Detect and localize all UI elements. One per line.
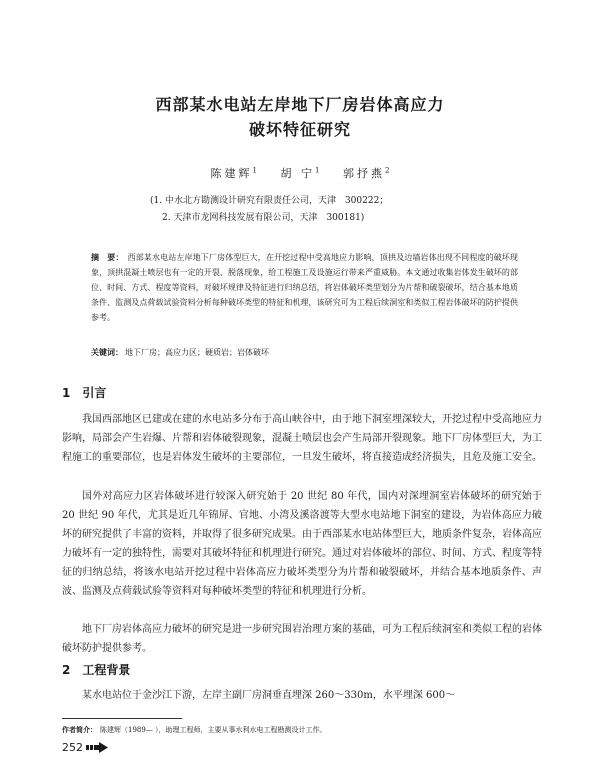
footnote-divider: [62, 718, 182, 719]
title-line-1: 西部某水电站左岸地下厂房岩体高应力: [155, 95, 445, 114]
footnote-text: 陈建辉（1989— ），助理工程师，主要从事水利水电工程勘测设计工作。: [100, 726, 327, 734]
page-number: 252: [62, 741, 83, 754]
keywords: [91, 345, 518, 360]
author-footnote: [62, 725, 542, 735]
author-list: [0, 165, 600, 181]
paper-title: [0, 92, 600, 142]
affiliation-1: (1. 中水北方勘测设计研究有限责任公司，天津 300222；: [150, 196, 389, 206]
arrow-right-icon: [86, 742, 108, 753]
title-line-2: 破坏特征研究: [248, 120, 351, 139]
footnote-label: 作者简介：: [62, 725, 97, 734]
affiliations: [150, 193, 490, 227]
paragraph-4: 某水电站位于金沙江下游，左岸主副厂房洞垂直埋深 260～330m，水平埋深 600～: [82, 690, 456, 701]
abstract-text: 西部某水电站左岸地下厂房体型巨大，在开挖过程中受高地应力影响，顶拱及边墙岩体出现不同程度的破坏现象，顶拱混凝土喷层也有一定的开裂、脱落现象，给工程施工及设施运行带来严重威胁。本文通过收集岩体发生破坏的部位、时间、方式、程度等资料，对破坏规律及特征进行归纳总结，将岩体破坏类型划分为片帮和破裂破坏，结合基本地质条件、监测及点荷载试验资料分析每种破坏类型的特征和机理，该研究可为工程后续洞室和类似工程岩体破坏的防护提供参考。: [91, 253, 519, 322]
paragraph-3: 地下厂房岩体高应力破坏的研究是进一步研究围岩治理方案的基础，可为工程后续洞室和类似工程的岩体破坏防护提供参考。: [62, 624, 542, 654]
page-footer: [62, 741, 108, 754]
author: 郭抒燕$^2$: [342, 166, 390, 180]
abstract: [91, 250, 518, 325]
section-heading-introduction: 1 引言: [62, 386, 107, 400]
author: 陈建辉$^1$: [210, 166, 258, 180]
abstract-label: 摘 要：: [91, 252, 124, 262]
author: 胡 宁$^1$: [280, 166, 320, 180]
paragraph-2: 国外对高应力区岩体破坏进行较深入研究始于 20 世纪 80 年代，国内对深埋洞室岩体破坏的研究始于 20 世纪 90 年代，尤其是近几年锦屏、官地、小湾及溪洛渡等大型水电站地下洞室的建设，为岩体高应力破坏的研究提供了丰富的资料，并取得了很多研究成果。由于西部某水电站体型巨大，地质条件复杂，岩体高应力破坏有一定的独特性，需要对其破坏特征和机理进行研究。通过对岩体破坏的部位、时间、方式、程度等特征的归纳总结，将该水电站开挖过程中岩体高应力破坏类型分为片帮和破裂破坏，并结合基本地质条件、声波、监测及点荷载试验等资料对每种破坏类型的特征和机理进行分析。: [62, 491, 542, 597]
paragraph-1: 我国西部地区已建或在建的水电站多分布于高山峡谷中，由于地下洞室埋深较大，开挖过程中受高地应力影响，局部会产生岩爆、片帮和岩体破裂现象，混凝土喷层也会产生局部开裂现象。地下厂房体型巨大，为工程施工的重要部位，也是岩体发生破坏的主要部位，一旦发生破坏，将直接造成经济损失，且危及施工安全。: [62, 414, 542, 463]
keywords-label: 关键词：: [91, 347, 123, 357]
affiliation-2: 2. 天津市龙网科技发展有限公司，天津 300181): [162, 213, 365, 223]
section-heading-background: 2 工程背景: [62, 663, 131, 677]
keywords-text: 地下厂房；高应力区；硬质岩；岩体破坏: [125, 348, 269, 357]
